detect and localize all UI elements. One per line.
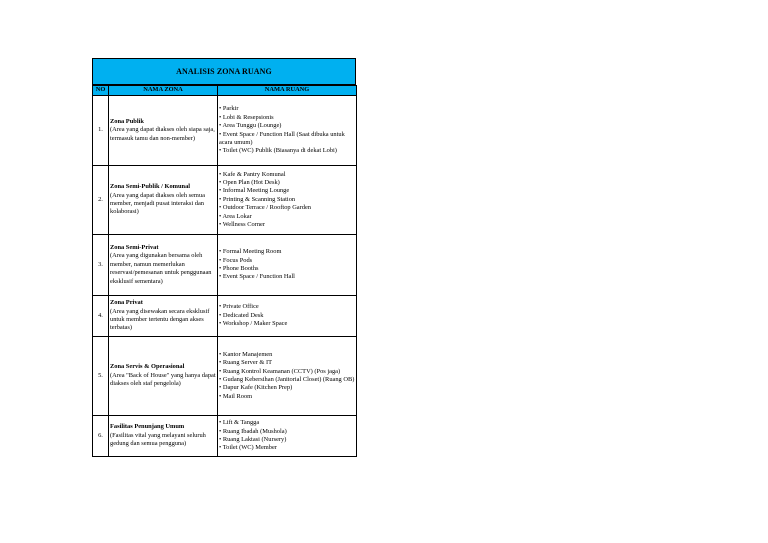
zone-description: (Area yang digunakan bersama oleh member, namun memerlukan reservasi/pemesanan untuk penggunaan eksklusif sementara) <box>110 252 212 285</box>
table-row <box>93 96 357 166</box>
room-item: • Kafe & Pantry Komunal <box>219 170 286 178</box>
zone-table <box>92 85 357 457</box>
room-item: • Parkir <box>219 105 239 113</box>
zone-cell <box>109 296 218 337</box>
row-number: 6. <box>93 416 109 457</box>
zone-cell <box>109 416 218 457</box>
sheet-title: ANALISIS ZONA RUANG <box>92 58 356 85</box>
room-cell <box>218 337 357 416</box>
room-item: • Gudang Kebersihan (Janitorial Closet) (Ruang OB) <box>219 376 355 383</box>
table-row <box>93 416 357 457</box>
room-item: • Private Office <box>219 303 259 311</box>
zone-cell <box>109 166 218 235</box>
room-cell <box>218 416 357 457</box>
room-item: • Ruang Kontrol Keamanan (CCTV) (Pos jaga) <box>219 367 341 375</box>
room-item: • Open Plan (Hot Desk) <box>219 178 280 186</box>
room-item: • Event Space / Function Hall <box>219 273 295 281</box>
room-item: • Informal Meeting Lounge <box>219 187 290 195</box>
room-item: • Lobi & Resepsionis <box>219 113 274 121</box>
room-item: • Ruang Laktasi (Nursery) <box>219 436 287 443</box>
zone-description: (Area "Back of House" yang hanya dapat diakses oleh staf pengelola) <box>110 371 216 388</box>
zone-name: Zona Semi-Privat <box>110 243 159 251</box>
row-number: 2. <box>93 166 109 235</box>
zone-description: (Area yang dapat diakses oleh semua member, menjadi pusat interaksi dan kolaborasi) <box>110 191 205 216</box>
room-item: • Ruang Ibadah (Mushola) <box>219 427 287 435</box>
table-header-row <box>93 86 357 96</box>
room-item: • Dedicated Desk <box>219 311 264 319</box>
zone-name: Zona Servis & Operasional <box>110 363 185 371</box>
room-item: • Printing & Scanning Station <box>219 195 296 203</box>
row-number: 1. <box>93 96 109 166</box>
zone-cell <box>109 235 218 296</box>
room-item: • Ruang Server & IT <box>219 359 272 367</box>
room-cell <box>218 296 357 337</box>
zone-description: (Area yang disewakan secara eksklusif untuk member tertentu dengan akses terbatas) <box>110 307 210 332</box>
room-item: • Lift & Tangga <box>219 419 260 427</box>
room-item: • Toilet (WC) Publik (Biasanya di dekat Lobi) <box>219 147 337 155</box>
room-item: • Phone Booths <box>219 265 259 272</box>
row-number: 4. <box>93 296 109 337</box>
room-cell <box>218 96 357 166</box>
room-item: • Mail Room <box>219 392 253 400</box>
header-room-name: NAMA RUANG <box>218 86 357 96</box>
header-zone-name: NAMA ZONA <box>109 86 218 96</box>
zone-name: Fasilitas Penunjang Umum <box>110 423 185 431</box>
room-item: • Workshop / Maker Space <box>219 320 288 328</box>
room-item: • Area Tunggu (Lounge) <box>219 122 282 130</box>
zone-name: Zona Privat <box>110 299 143 307</box>
zone-cell <box>109 337 218 416</box>
room-item: • Formal Meeting Room <box>219 248 282 256</box>
room-cell <box>218 235 357 296</box>
room-item: • Focus Pods <box>219 256 253 264</box>
header-no: NO <box>93 86 109 96</box>
table-row <box>93 296 357 337</box>
room-item: • Kantor Manajemen <box>219 350 273 358</box>
row-number: 3. <box>93 235 109 296</box>
row-number: 5. <box>93 337 109 416</box>
room-item: • Area Lokar <box>219 212 252 220</box>
room-item: • Dapur Kafe (Kitchen Prep) <box>219 384 293 392</box>
room-cell <box>218 166 357 235</box>
room-item: • Wellness Corner <box>219 221 265 229</box>
table-row <box>93 235 357 296</box>
room-item: • Outdoor Terrace / Rooftop Garden <box>219 204 311 212</box>
room-item: • Toilet (WC) Member <box>219 444 277 452</box>
zone-cell <box>109 96 218 166</box>
zone-analysis-sheet <box>92 58 356 457</box>
table-row <box>93 166 357 235</box>
table-row <box>93 337 357 416</box>
zone-name: Zona Publik <box>110 117 144 125</box>
zone-description: (Fasilitas vital yang melayani seluruh gedung dan semua pengguna) <box>110 431 206 448</box>
zone-description: (Area yang dapat diakses oleh siapa saja, termasuk tamu dan non-member) <box>110 126 215 142</box>
zone-name: Zona Semi-Publik / Komunal <box>110 183 191 191</box>
room-item: • Event Space / Function Hall (Saat dibuka untuk acara umum) <box>219 130 345 146</box>
